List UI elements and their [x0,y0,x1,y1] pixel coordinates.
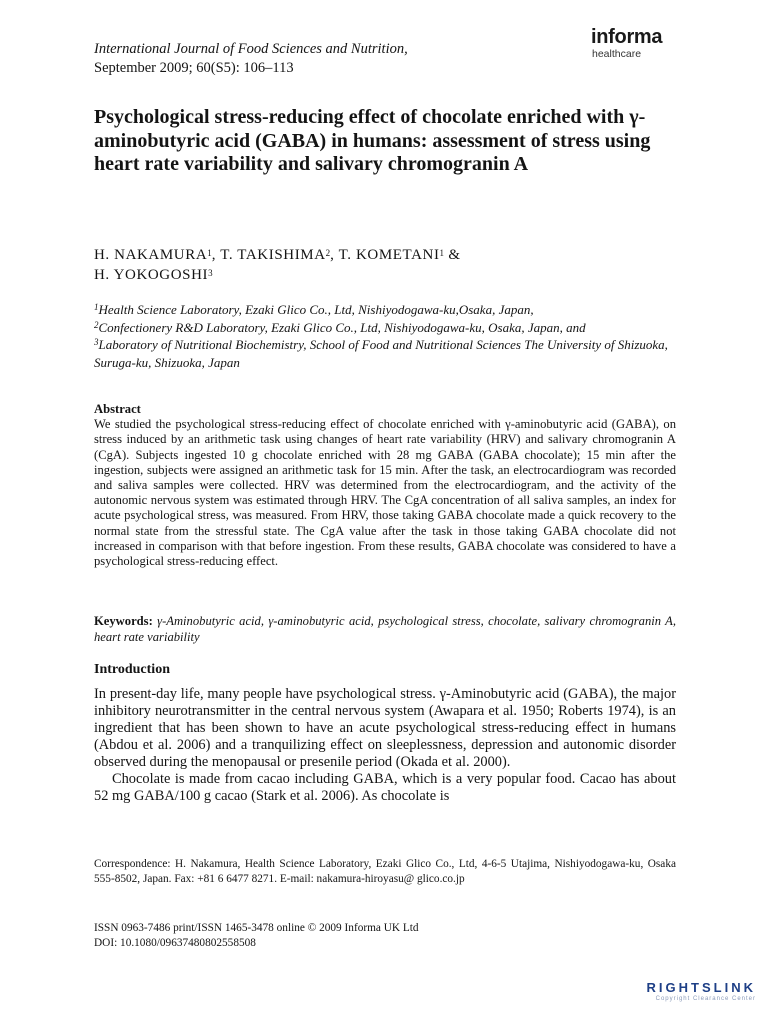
journal-issue: September 2009; 60(S5): 106–113 [94,60,294,76]
rightslink-subtitle: Copyright Clearance Center [655,996,756,1002]
rightslink-wordmark: RIGHTSLINK [646,980,756,995]
affiliation-sup: 3 [94,337,99,347]
author-list [94,245,694,285]
logo-brand: informa [591,26,663,48]
author-name: T. KOMETANI [338,247,440,263]
affiliation-sup: 2 [94,319,99,330]
rightslink-logo [580,980,756,1002]
journal-citation [94,40,494,78]
author-sep: & [444,247,461,263]
author-line-2 [94,265,694,285]
author-sup: 2 [325,248,331,258]
author-name: T. TAKISHIMA [220,247,326,263]
affiliation-text: Health Science Laboratory, Ezaki Glico Co., Ltd, Nishiyodogawa-ku,Osaka, Japan, [98,302,534,317]
author-sep: , [211,247,221,263]
keywords-text: γ-Aminobutyric acid, γ-aminobutyric acid, psychological stress, chocolate, salivary chromogranin A, heart rate variability [94,614,676,644]
introduction-heading: Introduction [94,662,170,677]
article-title: Psychological stress-reducing effect of chocolate enriched with γ-aminobutyric acid (GABA) in humans: assessment of stress using heart rate variability and salivary chromogranin A [94,106,651,175]
author-sep: , [330,247,339,263]
author-name: H. NAKAMURA [94,247,208,263]
intro-paragraph-2: Chocolate is made from cacao including GABA, which is a very popular food. Cacao has about 52 mg GABA/100 g cacao (Stark et al. 2006). As chocolate is [94,771,676,804]
affiliation-3 [94,336,676,371]
keywords [94,613,676,645]
correspondence: Correspondence: H. Nakamura, Health Science Laboratory, Ezaki Glico Co., Ltd, 4-6-5 Utajima, Nishiyodogawa-ku, Osaka 555-8502, Japan. Fax: +81 6 6477 8271. E-mail: nakamura-hiroyasu@ glico.co.jp [94,858,676,885]
affiliation-2 [94,319,676,337]
issn: ISSN 0963-7486 print/ISSN 1465-3478 online © 2009 Informa UK Ltd [94,922,419,934]
affiliation-sup: 1 [94,302,99,312]
journal-name: International Journal of Food Sciences and Nutrition, [94,41,408,57]
affiliation-1 [94,301,676,319]
keywords-label: Keywords: [94,614,153,628]
publisher-logo [591,26,681,60]
affiliations [94,301,676,371]
abstract-heading: Abstract [94,402,141,416]
abstract-text: We studied the psychological stress-reducing effect of chocolate enriched with γ-aminobutyric acid (GABA), on stress induced by an arithmetic task using changes of heart rate variability (HRV) and salivary chromogranin A (CgA). Subjects ingested 10 g chocolate enriched with 28 mg GABA (GABA chocolate); 15 min after the ingestion, subjects were assigned an arithmetic task for 15 min. After the task, an electrocardiogram was recorded and saliva samples were collected. HRV was determined from the electrocardiogram, and the activity of the autonomic nervous system was estimated through HRV. The CgA concentration of all saliva samples, an index for acute psychological stress, was measured. From HRV, those taking GABA chocolate made a quick recovery to the normal state from the stressful state. The CgA value after the task in those taking GABA chocolate did not increased in comparison with that before ingestion. From these results, GABA chocolate was considered to have a psychological stress-reducing effect. [94,417,676,569]
author-sup: 1 [439,248,445,258]
author-line-1 [94,245,694,265]
author-sup: 3 [208,268,213,278]
affiliation-text: Laboratory of Nutritional Biochemistry, School of Food and Nutritional Sciences The University of Shizuoka, Suruga-ku, Shizuoka, Japan [94,337,668,370]
author-sup: 1 [207,248,212,258]
publication-info [94,921,594,951]
author-name: H. YOKOGOSHI [94,267,209,283]
logo-sub: healthcare [592,48,642,60]
doi: DOI: 10.1080/09637480802558508 [94,937,256,949]
intro-paragraph-1: In present-day life, many people have psychological stress. γ-Aminobutyric acid (GABA), the major inhibitory neurotransmitter in the central nervous system (Awapara et al. 1950; Roberts 1974), is an ingredient that has been shown to have an acute psychological stress-reducing effect in humans (Abdou et al. 2006) and a tranquilizing effect on sleeplessness, depression and autonomic disorder observed during the menopausal or presenile period (Okada et al. 2000). [94,686,676,770]
abstract [94,402,676,569]
introduction-body [94,686,676,805]
affiliation-text: Confectionery R&D Laboratory, Ezaki Glico Co., Ltd, Nishiyodogawa-ku, Osaka, Japan, and [98,319,586,335]
